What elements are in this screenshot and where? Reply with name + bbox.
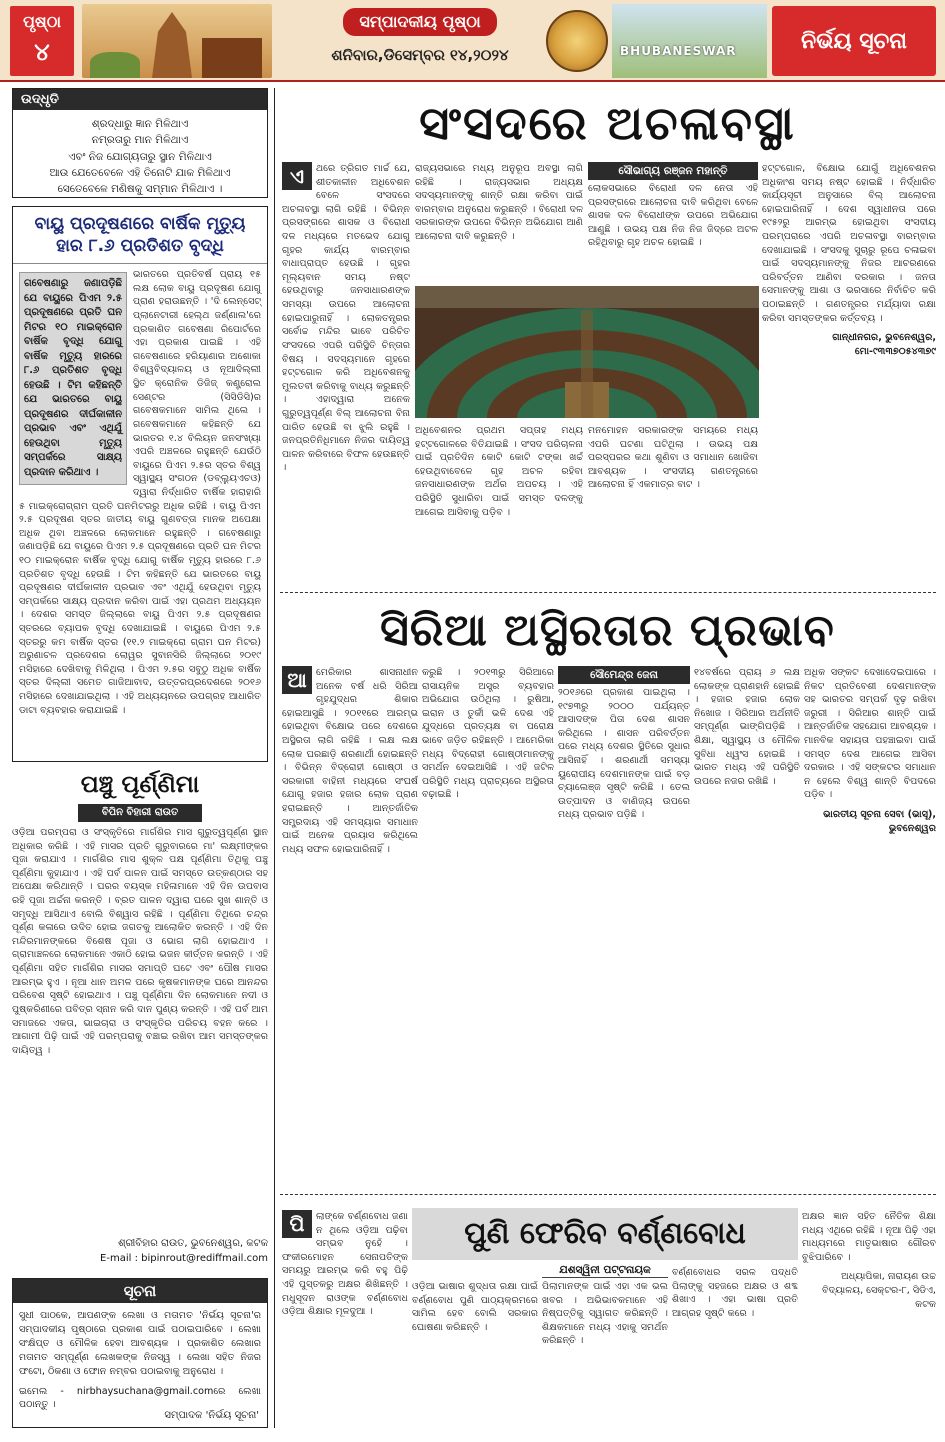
page-label: ପୃଷ୍ଠା xyxy=(22,12,62,31)
article2-column: କରୁଛି । ୨୦୧୩ରୁ ସିରିଆରେ ରାସାୟନିକ ଅସ୍ତ୍ର ବ୍ୟବହାର ଅଭିଯୋଗ ଉଠିଥିଲା । ରୁଷିଆ, ଇରାନ ଓ ତୁର୍କୀ ଭଳି ଦେଶ ଏହି ଯୁଦ୍ଧରେ ପ୍ରତ୍ୟକ୍ଷ ବା ପରୋକ୍ଷ ଭାବେ ଜଡ଼ିତ ରହିଛନ୍ତି । ଆମେରିକା ମଧ୍ୟ ବିଦ୍ରୋହୀ ଗୋଷ୍ଠୀମାନଙ୍କୁ ସମର୍ଥନ ଦେଇଆସିଛି । ଏହି ଜଟିଳ ପରିସ୍ଥିତି ମଧ୍ୟ ପ୍ରାଚ୍ୟରେ ଅସ୍ଥିରତା ବଢ଼ାଇଛି । xyxy=(422,667,554,801)
brand-logo: ନିର୍ଭୟ ସୂଚନା xyxy=(772,6,936,76)
pollution-text: ଭାରତରେ ପ୍ରତିବର୍ଷ ପ୍ରାୟ ୧୫ ଲକ୍ଷ ଲୋକ ବାୟୁ ପ୍ରଦୂଷଣ ଯୋଗୁ ପ୍ରାଣ ହରାଉଛନ୍ତି । 'ଦି ଲେନ୍‌ସେଟ୍ ପ୍ଲାନେଟାରୀ ହେଲ୍‌ଥ ଜର୍ଣ୍ଣାଲ'ରେ ପ୍ରକାଶିତ ଗବେଷଣା ରିପୋର୍ଟରେ ଏହା ପ୍ରକାଶ ପାଇଛି । ଏହି ଗବେଷଣାରେ ହରିୟାଣାର ଅଶୋକା ବିଶ୍ୱବିଦ୍ୟାଳୟ ଓ ନୂଆଦିଲ୍ଲୀ ସ୍ଥିତ କ୍ରୋନିକ ଡିଜିଜ୍ କଣ୍ଟ୍ରୋଲ ସେଣ୍ଟର (ସିସିଡିସି)ର ଗବେଷକମାନେ ସାମିଲ ଥିଲେ । ଗବେଷକମାନେ କହିଛନ୍ତି ଯେ ଭାରତର ୧.୪ ବିଲିୟନ ଜନସଂଖ୍ୟା ଏପରି ଅଞ୍ଚଳରେ ରହୁଛନ୍ତି ଯେଉଁଠି ବାୟୁରେ ପିଏମ ୨.୫ର ସ୍ତର ବିଶ୍ୱ ସ୍ୱାସ୍ଥ୍ୟ ସଂଗଠନ (ଡବ୍ଲ୍ୟୁଏଚଓ) ଦ୍ୱାରା ନିର୍ଦ୍ଧାରିତ ବାର୍ଷିକ ହାରାହାରି ୫ ମାଇକ୍ରୋଗ୍ରାମ ପ୍ରତି ଘନମିଟରରୁ ଅଧିକ ରହିଛି । ବାୟୁ ପିଏମ ୨.୫ ପ୍ରଦୂଷଣ ସ୍ତର ଜାତୀୟ ବାୟୁ ଗୁଣବତ୍ତା ମାନକ ଅପେକ୍ଷା ଅଧିକ ଥିବା ଅଞ୍ଚଳରେ ଲୋକମାନେ ରହୁଛନ୍ତି । ଗବେଷଣାରୁ ଜଣାପଡ଼ିଛି ଯେ ବାୟୁରେ ପିଏମ ୨.୫ ପ୍ରଦୂଷଣରେ ପ୍ରତି ଘନ ମିଟର ୧୦ ମାଇକ୍ରୋନ ବାର୍ଷିକ ବୃଦ୍ଧି ଯୋଗୁ ବାର୍ଷିକ ମୃତ୍ୟୁ ହାରରେ ୮.୬ ପ୍ରତିଶତ ବୃଦ୍ଧି ହେଉଛି । ଟିମ କହିଛନ୍ତି ଯେ ଭାରତରେ ବାୟୁ ପ୍ରଦୂଷଣର ଦୀର୍ଘକାଳୀନ ପ୍ରଭାବ ଏବଂ ଏଥିଯୁଁ ହେଉଥିବା ମୃତ୍ୟୁ ସମ୍ପର୍କରେ ସାକ୍ଷ୍ୟ ପ୍ରଦାନ କରିବା ପାଇଁ ଏହା ପ୍ରଥମ ଅଧ୍ୟୟନ । ଦେଶର ସମସ୍ତ ଜିଲ୍ଲାରେ ବାୟୁ ପିଏମ ୨.୫ ପ୍ରଦୂଷଣର ସ୍ତରରେ ବ୍ୟାପକ ବୃଦ୍ଧି ଦେଖାଯାଇଛି । ବାୟୁରେ ପିଏମ ୨.୫ ସ୍ତରରୁ କମ ବାର୍ଷିକ ସ୍ତର (୧୧.୨ ମାଇକ୍ରୋ ଗ୍ରାମ ଘନ ମିଟର) ଅରୁଣାଚଳ ପ୍ରଦେଶର ଲୋୱର ସୁବାନସିରି ଜିଲ୍ଲାରେ ୨୦୧୯ ମସିହାରେ ଦେଖିବାକୁ ମିଳିଥିଲା । ପିଏମ ୨.୫ର ସବୁଠୁ ଅଧିକ ବାର୍ଷିକ ସ୍ତର ଦିଲ୍ଲୀ ସମେତ ଗାଜିଆବାଦ, ଉତ୍ତରପ୍ରଦେଶରେ ୨୦୧୬ ମସିହାରେ ଦେଖାଯାଇଥିଲା । ଏହି ଅଧ୍ୟୟନରେ ଉପଗ୍ରହ ଆଧାରିତ ଡାଟା ବ୍ୟବହାର କରାଯାଇଛି । xyxy=(19,269,261,716)
quote-line: ଶ୍ରଦ୍ଧାରୁ ଜ୍ଞାନ ମିଳିଥାଏ xyxy=(91,118,189,130)
article3-column: ଓଡ଼ିଆ ଭାଷାର ଶୁଦ୍ଧତା ରକ୍ଷା ପାଇଁ ବର୍ଣ୍ଣବୋଧ ପୁଣି ପାଠ୍ୟକ୍ରମରେ ସାମିଲ ହେବ ବୋଲି ସରକାର ଘୋଷଣା କରିଛନ୍ତି । xyxy=(412,1281,538,1333)
notice-signature: ସମ୍ପାଦକ 'ନିର୍ଭୟ ସୂଚନା' xyxy=(164,1410,259,1421)
article1-dropcap: ଏ xyxy=(282,162,312,190)
quote-box xyxy=(12,88,268,198)
article2-column xyxy=(282,666,418,1176)
article2-column: ୧୪ବର୍ଷରେ ପ୍ରାୟ ୬ ଲକ୍ଷ ଲୋକଙ୍କ ପ୍ରାଣହାନି ହୋଇଛି । ହଜାର ହଜାର ଲୋକ ନିଖୋଜ । ସିରିଆର ଅର୍ଥନୀତି ସମ୍ପୂର୍ଣ୍ଣ ଭାଙ୍ଗିପଡ଼ିଛି । ଶିକ୍ଷା, ସ୍ୱାସ୍ଥ୍ୟ ଓ ମୌଳିକ ସୁବିଧା ଧ୍ୱଂସ ହୋଇଛି । ଭାରତ ମଧ୍ୟ ଏହି ପରିସ୍ଥିତି ଉପରେ ନଜର ରଖିଛି । xyxy=(694,667,800,787)
notice-heading: ସୂଚନା xyxy=(13,1279,267,1303)
article1-text: ହଟ୍ଟଗୋଳ, ବିକ୍ଷୋଭ ଯୋଗୁଁ ଅଧିବେଶନର ଅଧିକାଂଶ ସମୟ ନଷ୍ଟ ହୋଇଛି । ନିର୍ଦ୍ଧାରିତ କାର୍ଯ୍ୟସୂଚୀ ଅନୁସାରେ ବିଲ୍ ଆଲୋଚନା ହୋଇପାରିନାହିଁ । ଦେଶ ସ୍ୱାଧୀନତା ପରେ ୧୯୫୨ରୁ ଆରମ୍ଭ ହୋଇଥିବା ସଂସଦୀୟ ପରମ୍ପରାରେ ଏପରି ଅଚଳାବସ୍ଥା ବାରମ୍ବାର ଦେଖାଯାଇଛି । ସଂସଦକୁ ସୁଚାରୁ ରୂପେ ଚଳାଇବା ପାଇଁ ସଦସ୍ୟମାନଙ୍କୁ ନିଜର ଆଚରଣରେ ପରିବର୍ତ୍ତନ ଆଣିବା ଦରକାର । ଜନତା ସେମାନଙ୍କୁ ଆଶା ଓ ଭରସାରେ ନିର୍ବାଚିତ କରି ପଠାଇଛନ୍ତି । ଗଣତନ୍ତ୍ରର ମର୍ଯ୍ୟାଦା ରକ୍ଷା କରିବା ସମସ୍ତଙ୍କର କର୍ତ୍ତବ୍ୟ । xyxy=(762,163,936,324)
article2-headline: ସିରିଆ ଅସ୍ଥିରତାର ପ୍ରଭାବ xyxy=(380,605,835,656)
parliament-hall-illustration xyxy=(415,286,759,418)
article3-column: ପିଲାମାନଙ୍କ ପାଇଁ ଏହା ଏକ ଭଲ ଖବର । ଅଭିଭାବକମାନେ ଏହି ନିଷ୍ପତ୍ତିକୁ ସ୍ୱାଗତ କରିଛନ୍ତି । ଶିକ୍ଷକମାନେ ମଧ୍ୟ ଏହାକୁ ସମର୍ଥନ କରିଛନ୍ତି । xyxy=(542,1281,668,1347)
section-divider xyxy=(280,592,936,593)
quote-text xyxy=(13,110,267,203)
pollution-headline: ବାୟୁ ପ୍ରଦୂଷଣରେ ବାର୍ଷିକ ମୃତ୍ୟୁ ହାର ୮.୬ ପ୍ରତିଶତ ବୃଦ୍ଧି xyxy=(13,207,267,264)
pollution-article xyxy=(12,206,268,762)
column-divider xyxy=(274,88,275,1428)
parliament-photo xyxy=(415,286,759,418)
article3-column xyxy=(282,1210,408,1428)
article1-column: ଲୋକସଭାରେ ବିରୋଧୀ ଦଳ ନେତା ଏହି ପ୍ରସଙ୍ଗରେ ଆଲୋଚନା ଦାବି କରିଥିବା ବେଳେ ଶାସକ ଦଳ ବିରୋଧୀଙ୍କ ଉପରେ ଅଭିଯୋଗ ଆଣୁଛି । ଉଭୟ ପକ୍ଷ ନିଜ ନିଜ ଜିଦ୍‌ରେ ଅଟଳ ରହିଥିବାରୁ ଗୃହ ଅଚଳ ହୋଇଛି । xyxy=(588,183,758,249)
article2-column xyxy=(804,666,936,1176)
section-divider xyxy=(280,1194,936,1195)
temple-illustration xyxy=(82,4,272,78)
article1-column xyxy=(762,162,936,582)
article2-author: ସୌମେନ୍ଦ୍ର ଜେନା xyxy=(558,666,690,684)
notice-email: ଇମେଲ - nirbhaysuchana@gmail.comରେ ଲେଖା ପଠାନ୍ତୁ । xyxy=(19,1385,261,1411)
article2-column: ୨୦୧୬ରେ ପ୍ରକାଶ ପାଇଥିଲା । ୧୯୭୩ରୁ ୨୦୦୦ ପର୍ଯ୍ୟନ୍ତ ଆସାଦଙ୍କ ପିତା ଦେଶ ଶାସନ କରିଥିଲେ । ଶାସନ ପରିବର୍ତ୍ତନ ପରେ ମଧ୍ୟ ଦେଶର ସ୍ଥିତିରେ ସୁଧାର ଆସିନାହିଁ । ଶରଣାର୍ଥୀ ସମସ୍ୟା ୟୁରୋପୀୟ ଦେଶମାନଙ୍କ ପାଇଁ ବଡ଼ ଚ୍ୟାଲେଞ୍ଜ ସୃଷ୍ଟି କରିଛି । ତେଲ ଉତ୍ପାଦନ ଓ ବାଣିଜ୍ୟ ଉପରେ ମଧ୍ୟ ପ୍ରଭାବ ପଡ଼ିଛି । xyxy=(558,687,690,821)
pancha-email: E-mail : bipinrout@rediffmail.com xyxy=(100,1253,268,1264)
offering-plate-illustration xyxy=(546,10,608,72)
article3-headline: ପୁଣି ଫେରିବ ବର୍ଣ୍ଣବୋଧ xyxy=(412,1208,798,1260)
pollution-body xyxy=(13,264,267,764)
masthead-banner xyxy=(0,0,945,82)
article1-text: ଥରେ ତ୍ରିଗତ ମାର୍ଚ୍ଚ ଯେ, ଶୀତକାଳୀନ ଅଧିବେଶନ ବେଳେ ସଂସଦରେ ଅଚଳାବସ୍ଥା ଲାଗି ରହିଛି । ବିଭିନ୍ନ ପ୍ରସଙ୍ଗରେ ଶାସକ ଓ ବିରୋଧୀ ଦଳ ମଧ୍ୟରେ ମତଭେଦ ଯୋଗୁ ଗୃହର କାର୍ଯ୍ୟ ବାରମ୍ବାର ବାଧାପ୍ରାପ୍ତ ହେଉଛି । ଗୃହର ମୂଲ୍ୟବାନ ସମୟ ନଷ୍ଟ ହେଉଥିବାରୁ ଜନସାଧାରଣଙ୍କ ସମସ୍ୟା ଉପରେ ଆଲୋଚନା ହୋଇପାରୁନାହିଁ । ଲୋକତନ୍ତ୍ରର ସର୍ବୋଚ୍ଚ ମନ୍ଦିର ଭାବେ ପରିଚିତ ସଂସଦରେ ଏପରି ପରିସ୍ଥିତି ଚିନ୍ତାର ବିଷୟ । ସଦସ୍ୟମାନେ ଗୃହରେ ହଟ୍ଟଗୋଳ କରି ଅଧିବେଶନକୁ ମୁଲତବୀ କରିବାକୁ ବାଧ୍ୟ କରୁଛନ୍ତି । ଏହାଦ୍ୱାରା ଅନେକ ଗୁରୁତ୍ୱପୂର୍ଣ୍ଣ ବିଲ୍ ଆଲୋଚନା ବିନା ପାରିତ ହେଉଛି ବା ଝୁଲି ରହୁଛି । ଜନପ୍ରତିନିଧିମାନେ ନିଜର ଦାୟିତ୍ୱ ପାଳନ କରିବାରେ ବିଫଳ ହେଉଛନ୍ତି । xyxy=(282,163,410,474)
article1-column: ମନମୋହନ ସରକାରଙ୍କ ସମୟରେ ମଧ୍ୟ ଏପରି ଘଟଣା ଘଟିଥିଲା । ଉଭୟ ପକ୍ଷ ପରସ୍ପରର କଥା ଶୁଣିବା ଓ ସମାଧାନ ଖୋଜିବା ଆବଶ୍ୟକ । ସଂସଦୀୟ ଗଣତନ୍ତ୍ରରେ ଆଲୋଚନା ହିଁ ଏକମାତ୍ର ବାଟ । xyxy=(588,425,758,491)
quote-line: ଆଉ ଯେତେବେଳେ ଏହି ତିନୋଟି ଯାକ ମିଳିଥାଏ xyxy=(49,166,231,179)
quote-line: ନମ୍ରତାରୁ ମାନ ମିଳିଥାଏ xyxy=(91,134,189,147)
notice-body: ସୁଧୀ ପାଠକେ, ଆପଣଙ୍କ ଲେଖା ଓ ମତାମତ 'ନିର୍ଭୟ ସୂଚନା'ର ସମ୍ପାଦକୀୟ ପୃଷ୍ଠାରେ ପ୍ରକାଶ ପାଇଁ ପଠାଇପାରିବେ । ଲେଖା ସଂକ୍ଷିପ୍ତ ଓ ମୌଳିକ ହେବା ଆବଶ୍ୟକ । ପ୍ରକାଶିତ ଲେଖାର ମତାମତ ସମ୍ପୂର୍ଣ୍ଣ ଲେଖକଙ୍କ ନିଜସ୍ୱ । ଲେଖା ସହିତ ନିଜର ଫଟୋ, ଠିକଣା ଓ ଫୋନ ନମ୍ବର ପଠାଇବାକୁ ଅନୁରୋଧ । xyxy=(19,1310,261,1377)
article1-column xyxy=(282,162,410,582)
quote-line: ସେତେବେଳେ ମଣିଷକୁ ସମ୍ମାନ ମିଳିଥାଏ । xyxy=(57,183,223,196)
city-illustration xyxy=(612,4,767,78)
page-number-badge xyxy=(10,6,74,76)
article3-dropcap: ପି xyxy=(282,1210,312,1238)
pollution-callout: ଗବେଷଣାରୁ ଜଣାପଡ଼ିଛି ଯେ ବାୟୁରେ ପିଏମ ୨.୫ ପ୍ରଦୂଷଣରେ ପ୍ରତି ଘନ ମିଟର ୧୦ ମାଇକ୍ରୋନ ବାର୍ଷିକ ବୃଦ୍ଧି ଯୋଗୁ ବାର୍ଷିକ ମୃତ୍ୟୁ ହାରରେ ୮.୬ ପ୍ରତିଶତ ବୃଦ୍ଧି ହେଉଛି । ଟିମ କହିଛନ୍ତି ଯେ ଭାରତରେ ବାୟୁ ପ୍ରଦୂଷଣର ଦୀର୍ଘକାଳୀନ ପ୍ରଭାବ ଏବଂ ଏଥିଯୁଁ ହେଉଥିବା ମୃତ୍ୟୁ ସମ୍ପର୍କରେ ସାକ୍ଷ୍ୟ ପ୍ରଦାନ କରିଥାଏ । xyxy=(19,272,127,485)
article1-author: ସୌଭାଗ୍ୟ ରଞ୍ଜନ ମହାନ୍ତି xyxy=(588,162,758,180)
pancha-headline: ପଞ୍ଚୁ ପୂର୍ଣ୍ଣିମା xyxy=(80,770,200,798)
section-title: ସମ୍ପାଦକୀୟ ପୃଷ୍ଠା xyxy=(343,8,496,36)
article3-text: ଲାଙ୍କେ ବର୍ଣ୍ଣବୋଧ ଜଣା ନ ଥିଲେ ଓଡ଼ିଆ ପଢ଼ିବା ସମ୍ଭବ ନୁହେଁ । ଫକୀରମୋହନ ସେନାପତିଙ୍କ ସମୟରୁ ଆରମ୍ଭ କରି ବହୁ ପିଢ଼ି ଏହି ପୁସ୍ତକରୁ ଅକ୍ଷର ଶିଖିଛନ୍ତି । ମଧୁସୂଦନ ରାଓଙ୍କ ବର୍ଣ୍ଣବୋଧ ଓଡ଼ିଆ ଶିକ୍ଷାର ମୂଳଦୁଆ । xyxy=(282,1211,408,1318)
article1-column: ରାଜ୍ୟସଭାରେ ମଧ୍ୟ ଅନୁରୂପ ଅବସ୍ଥା ଲାଗି ରହିଛି । ରାଜ୍ୟସଭାର ଅଧ୍ୟକ୍ଷ ସଦସ୍ୟମାନଙ୍କୁ ଶାନ୍ତି ରକ୍ଷା କରିବା ପାଇଁ ବାରମ୍ବାର ଅନୁରୋଧ କରୁଛନ୍ତି । ବିରୋଧୀ ଦଳ ସରକାରଙ୍କ ଉପରେ ବିଭିନ୍ନ ଅଭିଯୋଗ ଆଣି ଆଲୋଚନା ଦାବି କରୁଛନ୍ତି । xyxy=(415,163,583,243)
article1-signature: ଗାନ୍ଧୀନଗର, ଭୁବନେଶ୍ୱର, ମୋ-୯୩୩୭୦୫୪୩୭୯ xyxy=(832,332,936,357)
notice-text xyxy=(13,1303,267,1418)
page-number: ୪ xyxy=(34,38,50,66)
article1-column: ଅଧିବେଶନର ପ୍ରଥମ ସପ୍ତାହ ମଧ୍ୟ ହଟ୍ଟଗୋଳରେ ବିତିଯାଇଛି । ସଂସଦ ପରିଚାଳନା ପାଇଁ ପ୍ରତିଦିନ କୋଟି କୋଟି ଟଙ୍କା ଖର୍ଚ୍ଚ ହେଉଥିବାବେଳେ ଗୃହ ଅଚଳ ରହିବା ଜନସାଧାରଣଙ୍କ ଅର୍ଥର ଅପଚୟ । ଏହି ପରିସ୍ଥିତି ସୁଧାରିବା ପାଇଁ ସମସ୍ତ ଦଳଙ୍କୁ ଆଗେଇ ଆସିବାକୁ ପଡ଼ିବ । xyxy=(415,425,583,518)
article3-signature: ଅଧ୍ୟାପିକା, ନାରାୟଣ ଉଚ୍ଚ ବିଦ୍ୟାଳୟ, ସେକ୍ଟର-୮, ସିଡିଏ, କଟକ xyxy=(822,1271,936,1310)
city-caption: BHUBANESWAR xyxy=(620,44,737,58)
pancha-byline: ବିପିନ ବିହାରୀ ରାଉତ xyxy=(78,804,202,822)
article3-column xyxy=(802,1210,936,1428)
pancha-signature xyxy=(12,1236,268,1270)
article3-author: ଯଶସ୍ୱିନୀ ପଟ୍ଟନାୟକ xyxy=(542,1262,668,1278)
quote-heading: ଉଦ୍ଧୃତି xyxy=(13,89,267,110)
article1-headline: ସଂସଦରେ ଅଚଳାବସ୍ଥା xyxy=(419,96,796,150)
pancha-body: ଓଡ଼ିଆ ପରମ୍ପରା ଓ ସଂସ୍କୃତିରେ ମାର୍ଗଶିର ମାସ ଗୁରୁତ୍ୱପୂର୍ଣ୍ଣ ସ୍ଥାନ ଅଧିକାର କରିଛି । ଏହି ମାସର ପ୍ରତି ଗୁରୁବାରରେ ମା' ଲକ୍ଷ୍ମୀଙ୍କର ପୂଜା କରାଯାଏ । ମାର୍ଗଶିର ମାସ ଶୁକ୍ଳ ପକ୍ଷ ପୂର୍ଣ୍ଣିମା ତିଥିକୁ ପଞ୍ଚୁ ପୂର୍ଣ୍ଣିମା କୁହାଯାଏ । ଏହି ପର୍ବ ପାଳନ ପାଇଁ ସମସ୍ତେ ଉତ୍କଣ୍ଠାର ସହ ଅପେକ୍ଷା କରିଥାନ୍ତି । ଘରର ବୟସ୍କ ମହିଳାମାନେ ଏହି ଦିନ ଉପବାସ ରହି ପୂଜା ଅର୍ଚ୍ଚନା କରନ୍ତି । ବ୍ରତ ପାଳନ ଦ୍ୱାରା ଘରେ ସୁଖ ଶାନ୍ତି ଓ ସମୃଦ୍ଧି ଆସିଥାଏ ବୋଲି ବିଶ୍ୱାସ ରହିଛି । ପୂର୍ଣ୍ଣିମା ତିଥିରେ ଚନ୍ଦ୍ର ପୂର୍ଣ୍ଣ କଳାରେ ଉଦିତ ହୋଇ ଜଗତକୁ ଆଲୋକିତ କରନ୍ତି । ଏହି ଦିନ ମନ୍ଦିରମାନଙ୍କରେ ବିଶେଷ ପୂଜା ଓ ଭୋଗ ଲାଗି ହୋଇଥାଏ । ଗ୍ରାମାଞ୍ଚଳରେ ଲୋକମାନେ ଏକାଠି ହୋଇ ଭଜନ କୀର୍ତ୍ତନ କରନ୍ତି । ଏହି ପୂର୍ଣ୍ଣିମା ସହିତ ମାର୍ଗଶିର ମାସର ସମାପ୍ତି ଘଟେ ଏବଂ ପୌଷ ମାସର ଆରମ୍ଭ ହୁଏ । ନୂଆ ଧାନ ଅମଳ ପରେ କୃଷକମାନଙ୍କ ଘରେ ଆନନ୍ଦର ପରିବେଶ ସୃଷ୍ଟି ହୋଇଥାଏ । ପଞ୍ଚୁ ପୂର୍ଣ୍ଣିମା ଦିନ ଲୋକମାନେ ନଦୀ ଓ ପୁଷ୍କରିଣୀରେ ପବିତ୍ର ସ୍ନାନ କରି ଦାନ ପୁଣ୍ୟ କରନ୍ତି । ଏହି ପର୍ବ ଆମ ସମାଜରେ ଏକତା, ଭାଇଚାରା ଓ ସଂସ୍କୃତିର ପରିଚୟ ବହନ କରେ । ଆଗାମୀ ପିଢ଼ି ପାଇଁ ଏହି ପରମ୍ପରାକୁ ବଞ୍ଚାଇ ରଖିବା ଆମ ସମସ୍ତଙ୍କର ଦାୟିତ୍ୱ । xyxy=(12,827,268,1056)
section-heading xyxy=(300,8,540,72)
article3-text: ଅକ୍ଷର ଜ୍ଞାନ ସହିତ ନୈତିକ ଶିକ୍ଷା ମଧ୍ୟ ଏଥିରେ ରହିଛି । ନୂଆ ପିଢ଼ି ଏହା ମାଧ୍ୟମରେ ମାତୃଭାଷାର ଗୌରବ ବୁଝିପାରିବେ । xyxy=(802,1211,936,1263)
notice-box xyxy=(12,1278,268,1428)
article2-dropcap: ଆ xyxy=(282,666,312,694)
article2-signature: ଭାରତୀୟ ସୂଚନା ସେବା (ଭାସୂ), ଭୁବନେଶ୍ୱର xyxy=(823,809,936,834)
issue-date: ଶନିବାର,ଡିସେମ୍ବର ୧୪,୨୦୨୪ xyxy=(331,46,509,64)
article3-column: ବର୍ଣ୍ଣବୋଧର ସରଳ ପଦ୍ଧତି ପିଲାଙ୍କୁ ସହଜରେ ଅକ୍ଷର ଓ ଶବ୍ଦ ଶିଖାଏ । ଏହା ଭାଷା ପ୍ରତି ଆଗ୍ରହ ସୃଷ୍ଟି କରେ । xyxy=(672,1267,798,1319)
pancha-author-address: ଶ୍ରୀବିହାର ରାଉତ, ଭୁବନେଶ୍ୱର, କଟକ xyxy=(118,1238,268,1249)
quote-line: ଏବଂ ନିଜ ଯୋଗ୍ୟତାରୁ ସ୍ଥାନ ମିଳିଥାଏ xyxy=(68,150,212,163)
article2-text: ଅଧିକ ସଙ୍କଟ ଦେଖାଦେଇପାରେ । ନିକଟ ପ୍ରତିବେଶୀ ଦେଶମାନଙ୍କ ସହ ଭାରତର ସମ୍ପର୍କ ଦୃଢ଼ ରଖିବା ଜରୁରୀ । ସିରିଆର ଶାନ୍ତି ପାଇଁ ଆନ୍ତର୍ଜାତିକ ସହଯୋଗ ଆବଶ୍ୟକ । ମାନବିକ ସହାୟତା ପହଞ୍ଚାଇବା ପାଇଁ ସମସ୍ତ ଦେଶ ଆଗେଇ ଆସିବା ଦରକାର । ଏହି ସଙ୍କଟର ସମାଧାନ ନ ହେଲେ ବିଶ୍ୱ ଶାନ୍ତି ବିପଦରେ ପଡ଼ିବ । xyxy=(804,667,936,801)
article2-text: ମେରିକାର ଶାସନାଧୀନ ଅନେକ ବର୍ଷ ଧରି ସିରିଆ ଗୃହଯୁଦ୍ଧର ଶିକାର ହୋଇଆସୁଛି । ୨୦୧୧ରେ ଆରମ୍ଭ ହୋଇଥିବା ବିକ୍ଷୋଭ ପରେ ଦେଶରେ ଅସ୍ଥିରତା ଲାଗି ରହିଛି । ଲକ୍ଷ ଲକ୍ଷ ଲୋକ ଘରଛାଡ଼ି ଶରଣାର୍ଥୀ ହୋଇଛନ୍ତି । ବିଭିନ୍ନ ବିଦ୍ରୋହୀ ଗୋଷ୍ଠୀ ଓ ସରକାରୀ ବାହିନୀ ମଧ୍ୟରେ ସଂଘର୍ଷ ଯୋଗୁ ହଜାର ହଜାର ଲୋକ ପ୍ରାଣ ହରାଇଛନ୍ତି । ଆନ୍ତର୍ଜାତିକ ସମ୍ପ୍ରଦାୟ ଏହି ସମସ୍ୟାର ସମାଧାନ ପାଇଁ ଅନେକ ପ୍ରୟାସ କରିଥିଲେ ମଧ୍ୟ ସଫଳ ହୋଇପାରିନାହିଁ । xyxy=(282,667,418,855)
